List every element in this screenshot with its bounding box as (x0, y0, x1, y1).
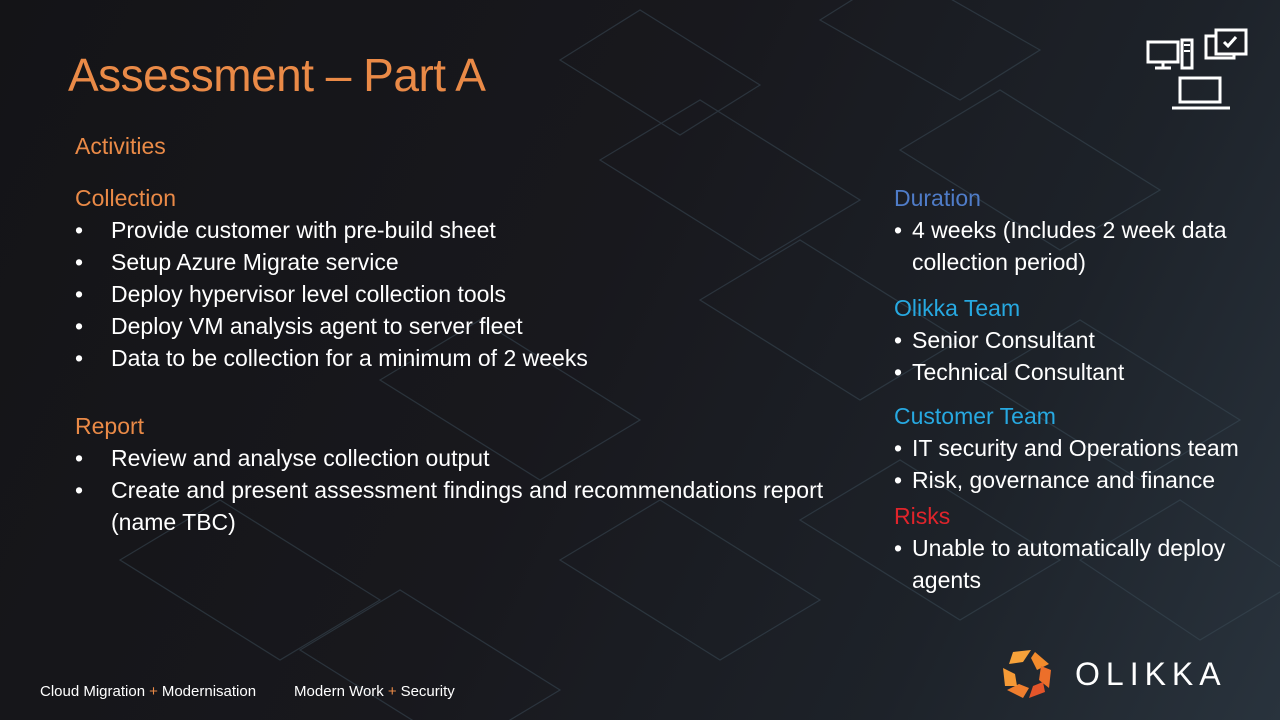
duration-section (894, 182, 1264, 278)
collection-list (75, 214, 835, 374)
report-section (75, 410, 835, 538)
list-item: • Senior Consultant (894, 324, 1264, 356)
logo-wordmark: OLIKKA (1075, 655, 1227, 692)
devices-icon (1144, 28, 1250, 114)
list-item: • IT security and Operations team (894, 432, 1264, 464)
activities-column (75, 130, 835, 538)
list-item: • 4 weeks (Includes 2 week data collection period) (894, 214, 1264, 278)
risks-heading: Risks (894, 503, 951, 529)
list-item: • Review and analyse collection output (75, 442, 835, 474)
customer-team-list (894, 432, 1264, 496)
slide-title: Assessment – Part A (68, 49, 486, 101)
plus-separator: + (149, 683, 158, 700)
customer-team-section (894, 400, 1264, 496)
olikka-team-heading: Olikka Team (894, 295, 1021, 321)
report-heading: Report (75, 413, 145, 439)
report-list (75, 442, 835, 538)
collection-section (75, 182, 835, 374)
risks-section (894, 500, 1264, 596)
list-item: • Unable to automatically deploy agents (894, 532, 1264, 596)
list-item: • Deploy hypervisor level collection tools (75, 278, 835, 310)
olikka-team-list (894, 324, 1264, 388)
list-item: • Data to be collection for a minimum of 2 weeks (75, 342, 835, 374)
footer (40, 683, 455, 700)
details-column (894, 182, 1264, 596)
plus-separator: + (387, 683, 397, 700)
list-item: • Deploy VM analysis agent to server fleet (75, 310, 835, 342)
olikka-team-section (894, 292, 1264, 388)
duration-list (894, 214, 1264, 278)
list-item: • Risk, governance and finance (894, 464, 1264, 496)
list-item: • Create and present assessment findings and recommendations report (name TBC) (75, 474, 835, 538)
duration-heading: Duration (894, 185, 981, 211)
footer-cloud-migration: Cloud Migration + Modernisation (40, 683, 257, 700)
list-item: • Technical Consultant (894, 356, 1264, 388)
olikka-logo (1001, 648, 1227, 700)
activities-heading: Activities (75, 133, 166, 159)
collection-heading: Collection (75, 185, 176, 211)
olikka-logo-mark-icon (1001, 648, 1053, 700)
list-item: • Provide customer with pre-build sheet (75, 214, 835, 246)
footer-modern-work: Modern Work + Security (294, 683, 455, 700)
risks-list (894, 532, 1264, 596)
customer-team-heading: Customer Team (894, 403, 1056, 429)
list-item: • Setup Azure Migrate service (75, 246, 835, 278)
